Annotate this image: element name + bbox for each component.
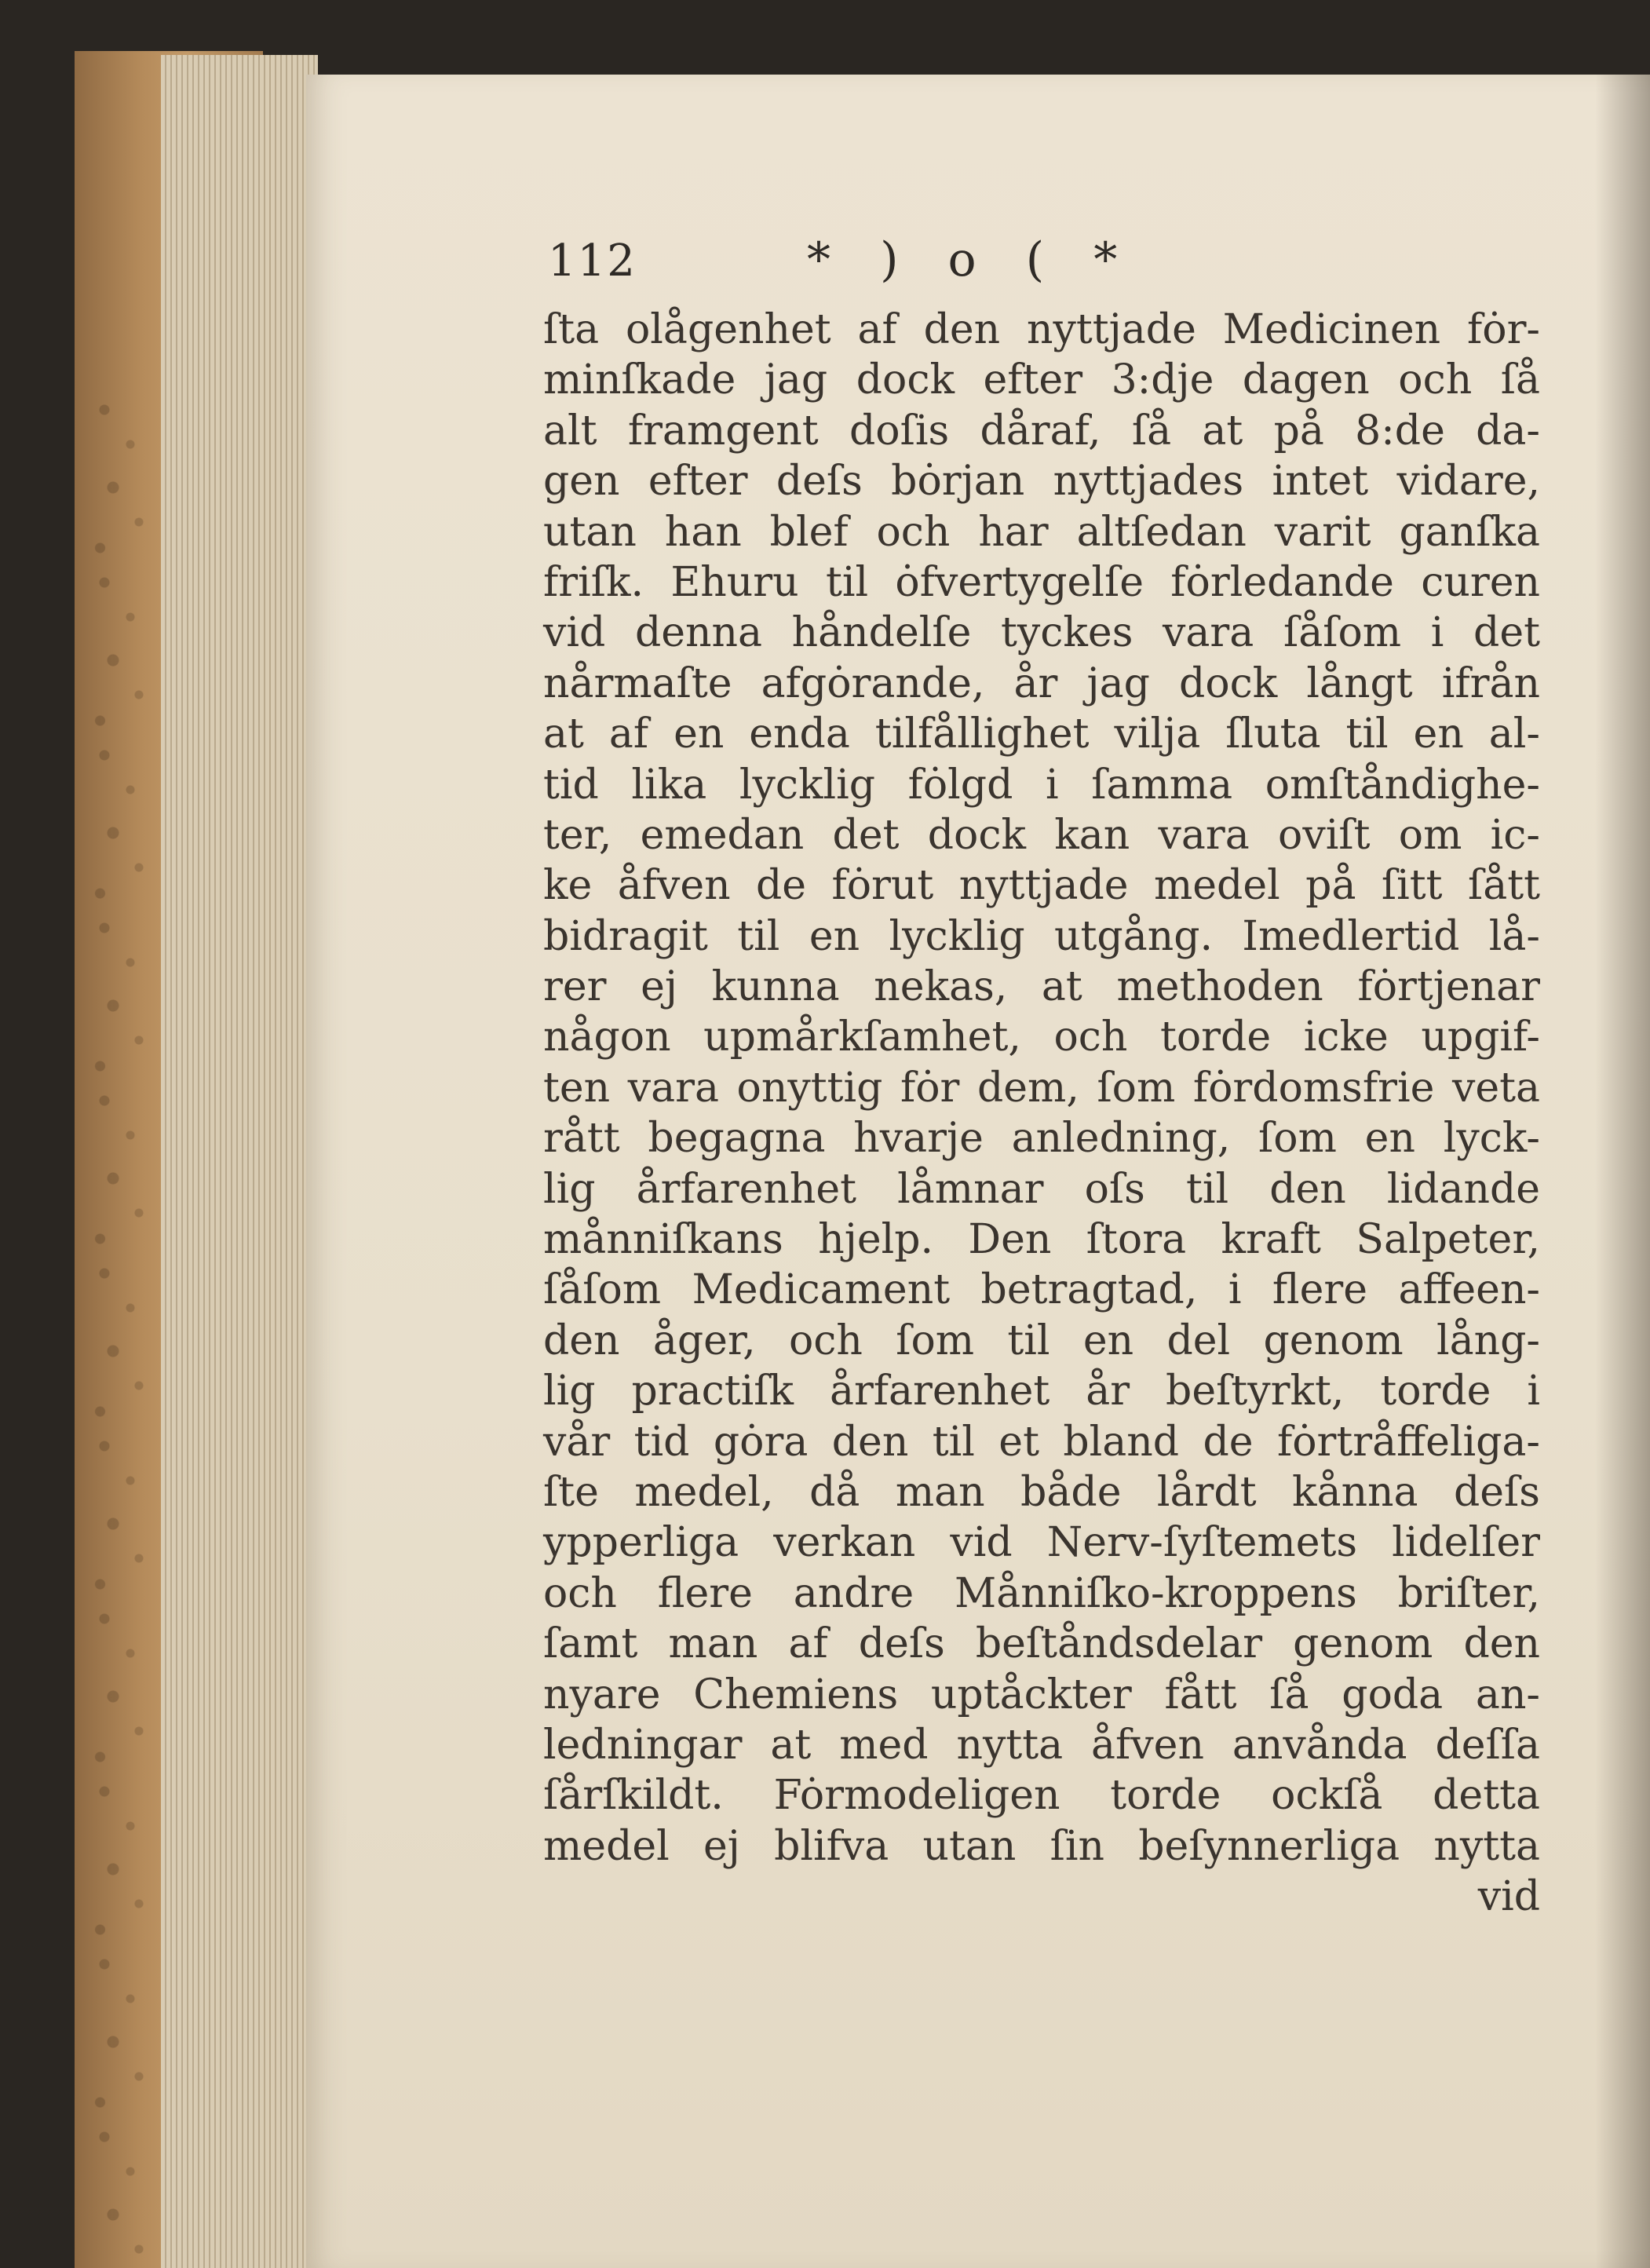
text-line: minſkade jag dock efter 3:dje dagen och ſå	[543, 356, 1540, 404]
text-line: nyare Chemiens uptåckter fått ſå goda an-	[543, 1671, 1540, 1718]
text-line: medel ej blifva utan ſin beſynnerliga nytta	[543, 1822, 1540, 1870]
text-line: tid lika lycklig fȯlgd i ſamma omſtåndighe-	[543, 761, 1540, 809]
text-line: vår tid gȯra den til et bland de fȯrtråffeliga-	[543, 1418, 1540, 1466]
text-line: at af en enda tilfållighet vilja ſluta til en al-	[543, 710, 1540, 758]
text-line: rer ej kunna nekas, at methoden fȯrtjenar	[543, 963, 1540, 1011]
text-line: och flere andre Månniſko-kroppens briſter,	[543, 1569, 1540, 1617]
text-line: ten vara onyttig fȯr dem, ſom fȯrdomsfrie veta	[543, 1064, 1540, 1112]
body-text	[543, 305, 1540, 1923]
running-head	[548, 232, 1254, 298]
binding-foxing	[78, 393, 165, 2268]
text-line: ſårſkildt. Fȯrmodeligen torde ockſå detta	[543, 1772, 1540, 1820]
text-line: vid denna håndelſe tyckes vara ſåſom i det	[543, 609, 1540, 657]
text-line: ſte medel, då man både lårdt kånna deſs	[543, 1468, 1540, 1516]
text-line: lig practiſk årfarenhet år beſtyrkt, torde i	[543, 1368, 1540, 1415]
text-line: lig årfarenhet låmnar oſs til den lidande	[543, 1165, 1540, 1213]
text-line: ſåſom Medicament betragtad, i flere affeen-	[543, 1266, 1540, 1314]
page-block-edges	[161, 55, 318, 2268]
text-line: alt framgent doſis dåraf, ſå at på 8:de da-	[543, 407, 1540, 455]
text-line: månniſkans hjelp. Den ſtora kraft Salpeter,	[543, 1216, 1540, 1264]
text-line: gen efter deſs bȯrjan nyttjades intet vidare,	[543, 458, 1540, 506]
text-line: någon upmårkſamhet, och torde icke upgif-	[543, 1013, 1540, 1061]
text-line: ypperliga verkan vid Nerv-ſyſtemets lidelſer	[543, 1519, 1540, 1567]
header-ornament: * ) o ( *	[807, 232, 1135, 287]
text-line: ter, emedan det dock kan vara oviſt om ic-	[543, 811, 1540, 859]
text-line: rått begagna hvarje anledning, ſom en lyck-	[543, 1115, 1540, 1163]
page-number: 112	[548, 236, 637, 287]
text-line: ſamt man af deſs beſtåndsdelar genom den	[543, 1620, 1540, 1668]
text-line: friſk. Ehuru til ȯfvertygelſe fȯrledande curen	[543, 558, 1540, 606]
text-line: ke åfven de fȯrut nyttjade medel på ſitt ſått	[543, 862, 1540, 910]
text-line: utan han blef och har altſedan varit ganſka	[543, 508, 1540, 556]
text-line: bidragit til en lycklig utgång. Imedlertid lå-	[543, 912, 1540, 960]
gutter-shadow	[1595, 75, 1650, 2268]
text-line: den åger, och ſom til en del genom lång-	[543, 1317, 1540, 1364]
text-line: ledningar at med nytta åfven anvånda deſſa	[543, 1721, 1540, 1769]
text-line: ſta olågenhet af den nyttjade Medicinen fȯr-	[543, 306, 1540, 353]
text-line: nårmaſte afgȯrande, år jag dock långt ifrån	[543, 659, 1540, 707]
catchword: vid	[1477, 1873, 1540, 1921]
